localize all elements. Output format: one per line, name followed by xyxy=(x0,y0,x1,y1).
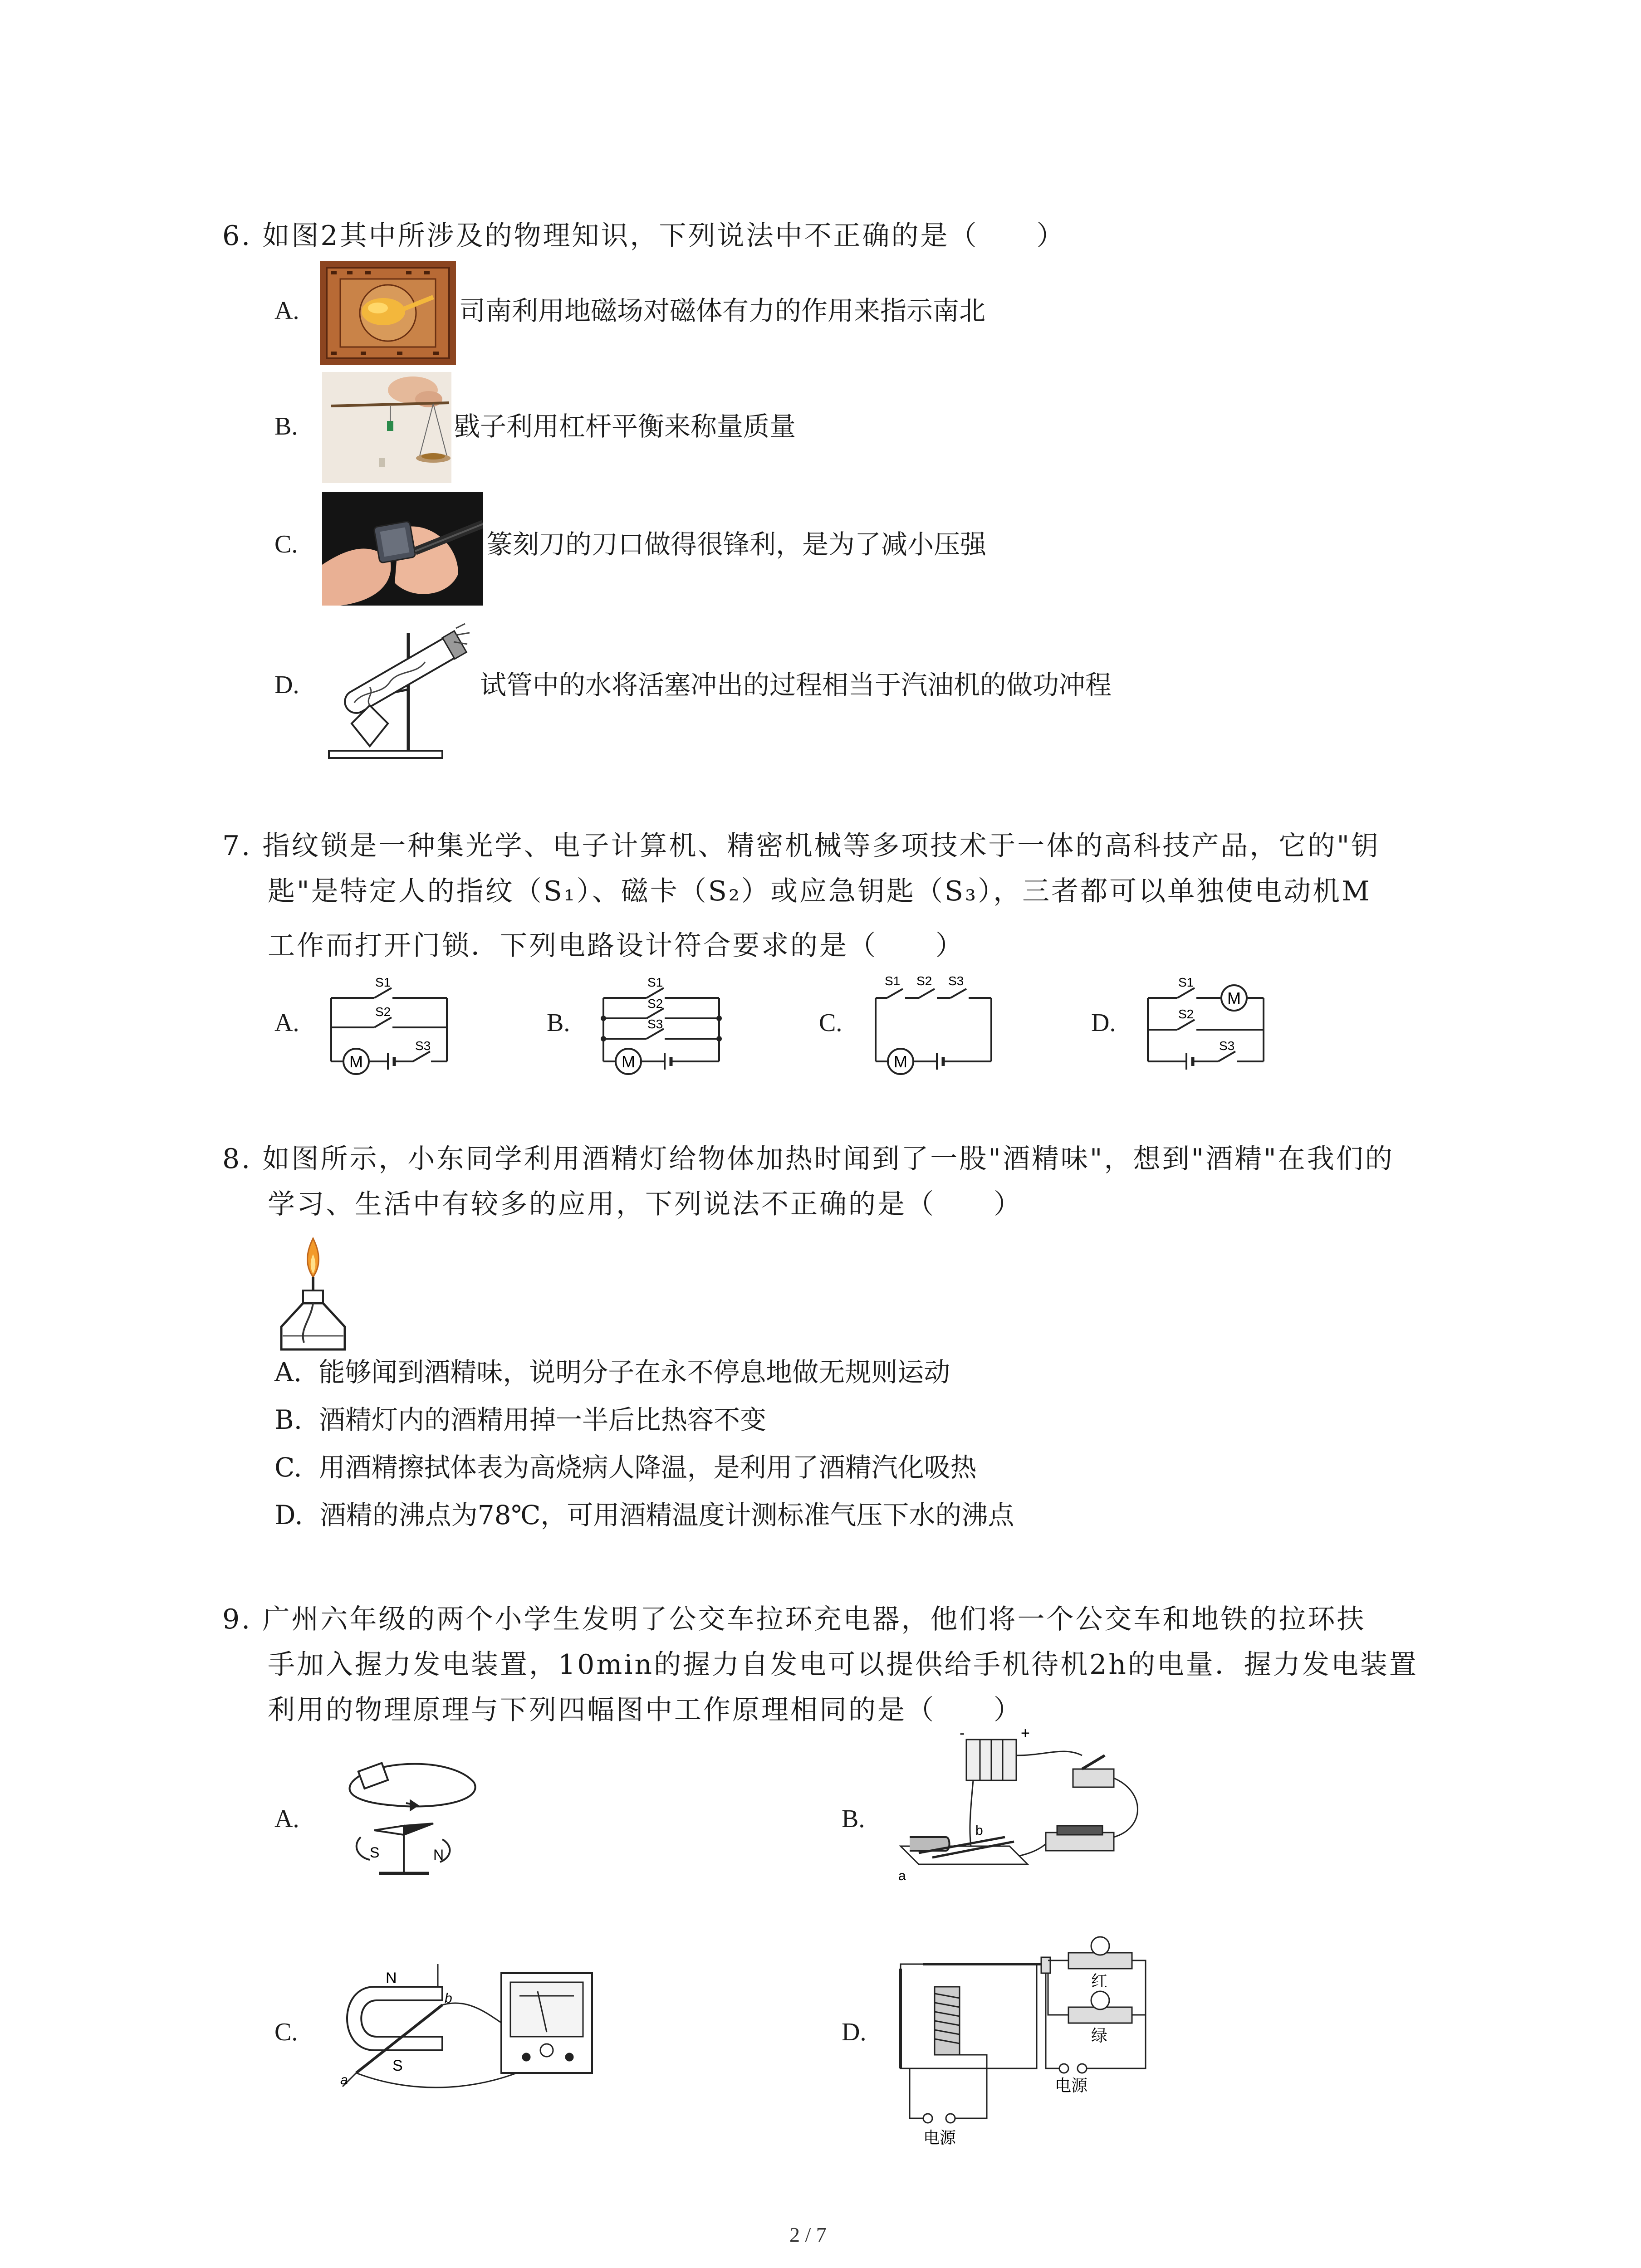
q6-option-a-text: 司南利用地磁场对磁体有力的作用来指示南北 xyxy=(459,295,986,326)
q7-option-c-label: C. xyxy=(819,1009,843,1037)
q9b-b: b xyxy=(975,1823,983,1838)
q9d-power-bottom: 电源 xyxy=(923,2128,956,2147)
q9b-minus: - xyxy=(960,1728,965,1742)
q9-electromagnetic-relay xyxy=(892,1932,1155,2159)
q7d-s2: S2 xyxy=(1178,1007,1194,1021)
q7-circuit-b xyxy=(597,971,728,1077)
q7-circuit-c xyxy=(869,971,1000,1077)
q8-stem-line2: 学习、生活中有较多的应用，下列说法不正确的是（ ） xyxy=(268,1188,1023,1220)
q6-option-d-label: D. xyxy=(274,671,299,699)
q6-option-a-label: A. xyxy=(274,297,299,325)
q8-option-a: A. 能够闻到酒精味，说明分子在永不停息地做无规则运动 xyxy=(274,1357,950,1388)
q9-oersted-experiment xyxy=(324,1751,488,1887)
q7d-motor: M xyxy=(1227,989,1241,1007)
q6-option-c-text: 篆刻刀的刀口做得很锋利，是为了减小压强 xyxy=(486,529,987,560)
q8-option-d: D. 酒精的沸点为78℃，可用酒精温度计测标准气压下水的沸点 xyxy=(274,1500,1014,1530)
q7-stem-line2: 匙"是特定人的指纹（S₁）、磁卡（S₂）或应急钥匙（S₃），三者都可以单独使电动机M xyxy=(268,875,1372,907)
q7d-s1: S1 xyxy=(1178,975,1194,989)
q9-electromagnetic-induction xyxy=(324,1960,606,2096)
q7-circuit-d xyxy=(1141,971,1273,1077)
q9c-a: a xyxy=(340,2072,348,2087)
q9-stem-line2: 手加入握力发电装置，10min的握力自发电可以提供给手机待机2h的电量．握力发电装置 xyxy=(268,1649,1418,1681)
q8-option-c: C. 用酒精擦拭体表为高烧病人降温，是利用了酒精汽化吸热 xyxy=(274,1452,977,1483)
q7-circuit-a xyxy=(324,971,456,1077)
q9-motor-experiment xyxy=(892,1728,1155,1910)
q7c-s1: S1 xyxy=(885,974,901,988)
q9-option-d-label: D. xyxy=(842,2018,867,2046)
q6-stem: 6. 如图2其中所涉及的物理知识，下列说法中不正确的是（ ） xyxy=(222,220,1066,252)
q9a-south: S xyxy=(370,1844,380,1861)
q6-option-c-label: C. xyxy=(274,530,298,558)
q7c-s3: S3 xyxy=(948,974,964,988)
q6-option-b-label: B. xyxy=(274,412,298,440)
q7b-s2: S2 xyxy=(647,997,663,1011)
q7-option-a-label: A. xyxy=(274,1009,299,1037)
q8-option-b: B. 酒精灯内的酒精用掉一半后比热容不变 xyxy=(274,1404,766,1435)
q6-option-d-text: 试管中的水将活塞冲出的过程相当于汽油机的做功冲程 xyxy=(480,670,1112,700)
q9c-b: b xyxy=(445,1991,452,2006)
alcohol-lamp-figure xyxy=(268,1234,358,1356)
q7-option-d-label: D. xyxy=(1091,1009,1116,1037)
q9d-power-top: 电源 xyxy=(1055,2076,1088,2095)
seal-carving-knife-photo xyxy=(322,492,483,606)
q9-option-c-label: C. xyxy=(274,2018,298,2046)
q9a-north: N xyxy=(433,1847,444,1863)
q7a-s3: S3 xyxy=(415,1039,431,1053)
q9d-red-label: 红 xyxy=(1091,1972,1108,1990)
q7-stem-line3: 工作而打开门锁．下列电路设计符合要求的是（ ） xyxy=(268,930,965,962)
q7-stem-line1: 7. 指纹锁是一种集光学、电子计算机、精密机械等多项技术于一体的高科技产品，它的"钥 xyxy=(222,830,1380,862)
q9b-a: a xyxy=(898,1868,906,1883)
q9-option-a-label: A. xyxy=(274,1805,299,1833)
q9-stem-line1: 9. 广州六年级的两个小学生发明了公交车拉环充电器，他们将一个公交车和地铁的拉环扶 xyxy=(222,1603,1366,1635)
q7a-motor: M xyxy=(349,1052,363,1071)
q9-option-b-label: B. xyxy=(842,1805,865,1833)
test-tube-heating-figure xyxy=(320,615,479,764)
q7a-s2: S2 xyxy=(375,1005,391,1019)
q7-option-b-label: B. xyxy=(547,1009,570,1037)
q9c-south: S xyxy=(392,2057,403,2074)
q7d-s3: S3 xyxy=(1219,1039,1235,1053)
q9b-plus: + xyxy=(1021,1728,1030,1742)
q8-stem-line1: 8. 如图所示，小东同学利用酒精灯给物体加热时闻到了一股"酒精味"，想到"酒精"在我们的 xyxy=(222,1143,1394,1175)
compass-sinan-photo xyxy=(320,261,456,365)
q6-option-b-text: 戥子利用杠杆平衡来称量质量 xyxy=(454,411,796,442)
q7b-s1: S1 xyxy=(647,975,663,989)
q7c-motor: M xyxy=(894,1052,907,1071)
q9-stem-line3: 利用的物理原理与下列四幅图中工作原理相同的是（ ） xyxy=(268,1694,1023,1726)
q9d-green-label: 绿 xyxy=(1091,2026,1108,2045)
q7b-s3: S3 xyxy=(647,1017,663,1031)
steelyard-balance-photo xyxy=(322,372,451,483)
q7b-motor: M xyxy=(622,1052,635,1071)
q9c-north: N xyxy=(386,1970,397,1987)
page-number: 2 / 7 xyxy=(789,2223,827,2246)
q7c-s2: S2 xyxy=(916,974,932,988)
q7a-s1: S1 xyxy=(375,975,391,989)
